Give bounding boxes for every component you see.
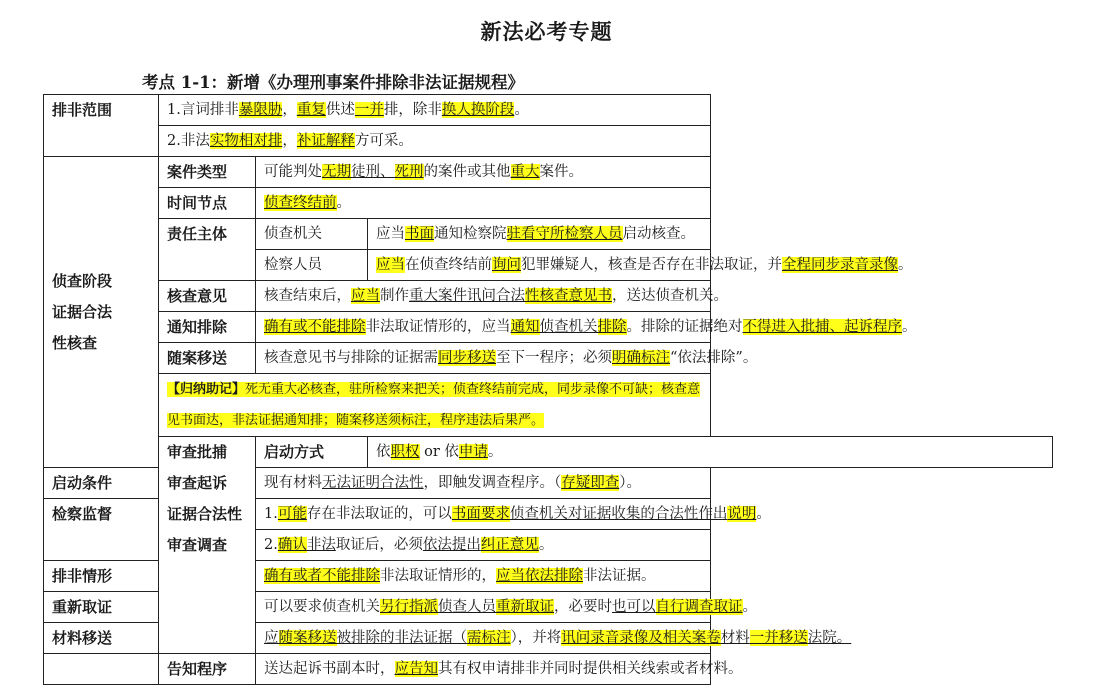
text-segment: 。排除的证据绝对 bbox=[626, 319, 743, 335]
text-segment: 制作 bbox=[380, 288, 409, 304]
text-segment: 方可采。 bbox=[354, 133, 413, 149]
text-segment: 也可以 bbox=[612, 599, 656, 615]
start-method-text bbox=[368, 437, 1053, 468]
text-segment: 犯罪嫌疑人，核查是否存在非法取证，并 bbox=[521, 257, 782, 273]
text-segment: 无法证明合法性 bbox=[322, 475, 424, 491]
text-segment: or 依 bbox=[419, 444, 459, 460]
text-segment: 非法 bbox=[306, 537, 336, 553]
text-segment: 排，除非 bbox=[383, 102, 442, 118]
text-segment: 至下一程序；必须 bbox=[496, 350, 612, 366]
text-segment: 。 bbox=[538, 537, 554, 553]
table-row bbox=[44, 654, 1053, 685]
text-segment: 确认 bbox=[277, 537, 307, 553]
text-segment: 核查意见书与排除的证据需 bbox=[264, 350, 438, 366]
text-segment: 审查批捕 bbox=[167, 443, 228, 461]
text-segment: 应当 bbox=[351, 288, 380, 304]
text-segment: 材料 bbox=[720, 630, 750, 646]
row-label-inform: 告知程序 bbox=[159, 654, 256, 685]
section-label-review bbox=[159, 437, 256, 654]
table-row bbox=[44, 188, 1053, 219]
text-segment: 纠正意见 bbox=[480, 537, 539, 553]
row-label-transfer: 随案移送 bbox=[159, 343, 256, 374]
text-segment: 书面要求 bbox=[451, 506, 510, 522]
text-segment: 可以要求侦查机关 bbox=[264, 599, 380, 615]
text-segment: 应当 bbox=[376, 257, 405, 273]
start-condition-text bbox=[256, 468, 711, 499]
row-label-supervision: 检察监督 bbox=[44, 499, 159, 561]
text-segment: ，即触发调查程序。（ bbox=[423, 475, 562, 491]
text-segment: 明确标注 bbox=[612, 350, 670, 366]
text-segment: 可能判处 bbox=[264, 164, 322, 180]
time-node-text bbox=[256, 188, 711, 219]
text-segment: 可能 bbox=[277, 506, 307, 522]
text-segment: 被排除的非法证据（ bbox=[336, 630, 467, 646]
text-segment: 书面 bbox=[405, 226, 434, 242]
text-segment: 取证后，必须 bbox=[335, 537, 423, 553]
inform-text bbox=[256, 654, 743, 685]
text-segment: 重新取证 bbox=[496, 599, 554, 615]
row-label-time-node: 时间节点 bbox=[159, 188, 256, 219]
text-segment: 需标注 bbox=[467, 630, 511, 646]
text-segment: 侦查机关对证据收集的合法性作出 bbox=[509, 506, 728, 522]
text-segment: 案件。 bbox=[539, 164, 583, 180]
text-segment: 说明 bbox=[727, 506, 757, 522]
opinion-text bbox=[256, 281, 728, 312]
text-segment: 徒刑、 bbox=[351, 164, 395, 180]
text-segment: 侦查机关 bbox=[539, 319, 598, 335]
subject-prosecutor-text bbox=[368, 250, 913, 281]
section-subtitle: 考点 1-1：新增《办理刑事案件排除非法证据规程》 bbox=[142, 73, 525, 92]
text-segment: 供述 bbox=[325, 102, 355, 118]
text-segment: 性核查 bbox=[52, 333, 98, 352]
document-title: 新法必考专题 bbox=[480, 19, 613, 44]
text-segment: 1.言词排非 bbox=[167, 102, 239, 118]
text-segment: 。 bbox=[487, 444, 503, 460]
scope-line-2 bbox=[159, 126, 711, 157]
text-segment: 。 bbox=[742, 599, 757, 615]
text-segment: 无期 bbox=[322, 164, 351, 180]
text-segment: 重大案件讯问合法 bbox=[409, 288, 525, 304]
text-segment: 重大 bbox=[510, 164, 540, 180]
text-segment: 重复 bbox=[296, 102, 326, 118]
text-segment: 非法取证情形的，应当 bbox=[365, 319, 511, 335]
text-segment: 全程同步录音录像 bbox=[782, 257, 898, 273]
text-segment: 另行指派 bbox=[380, 599, 438, 615]
text-segment: 自行调查取证 bbox=[655, 599, 743, 615]
text-segment: 非法证据。 bbox=[583, 568, 656, 584]
exclusion-text bbox=[256, 561, 711, 592]
table-row bbox=[44, 157, 1053, 188]
text-segment: 审查调查 bbox=[167, 536, 228, 554]
text-segment: 。 bbox=[514, 102, 529, 118]
table-row bbox=[44, 343, 1053, 374]
section-label-trial bbox=[44, 654, 159, 685]
text-segment: 【归纳助记】 bbox=[167, 382, 246, 397]
text-segment: ， bbox=[282, 102, 297, 118]
text-segment: ），并将 bbox=[510, 630, 562, 646]
section-label-scope: 排非范围 bbox=[44, 95, 159, 157]
text-segment: 法院。 bbox=[807, 630, 852, 646]
text-segment: 补证解释 bbox=[296, 133, 355, 149]
text-segment: 存疑即查 bbox=[561, 475, 620, 491]
text-segment: 证据合法性 bbox=[167, 505, 243, 523]
text-segment: 一并 bbox=[354, 102, 384, 118]
section-label-investigation bbox=[44, 157, 159, 468]
row-label-material: 材料移送 bbox=[44, 623, 159, 654]
text-segment: 依 bbox=[376, 444, 391, 460]
text-segment: 通知检察院 bbox=[434, 226, 507, 242]
row-label-opinion: 核查意见 bbox=[159, 281, 256, 312]
transfer-text bbox=[256, 343, 758, 374]
scope-line-1 bbox=[159, 95, 711, 126]
text-segment: 送达起诉书副本时， bbox=[264, 661, 395, 677]
text-segment: 核查结束后， bbox=[264, 288, 351, 304]
text-segment: 依法提出 bbox=[422, 537, 481, 553]
text-segment: 1. bbox=[264, 506, 278, 522]
text-segment: 2.非法 bbox=[167, 133, 210, 149]
text-segment: 应当 bbox=[376, 226, 405, 242]
case-type-text bbox=[256, 157, 711, 188]
text-segment: 通知 bbox=[510, 319, 540, 335]
text-segment: ）。 bbox=[619, 475, 641, 491]
text-segment: 现有材料 bbox=[264, 475, 322, 491]
supervision-line-2 bbox=[256, 530, 711, 561]
row-label-exclusion: 排非情形 bbox=[44, 561, 159, 592]
row-label-notice: 通知排除 bbox=[159, 312, 256, 343]
text-segment: 启动核查。 bbox=[622, 226, 695, 242]
subject-prosecutor-label: 检察人员 bbox=[256, 250, 368, 281]
text-segment: 暴限胁 bbox=[238, 102, 283, 118]
table-row bbox=[44, 312, 1053, 343]
text-segment: 其有权申请排非并同时提供相关线索或者材料。 bbox=[438, 661, 743, 677]
row-label-retake: 重新取证 bbox=[44, 592, 159, 623]
text-segment: 确有或者不能排除 bbox=[264, 568, 380, 584]
table-row bbox=[44, 281, 1053, 312]
notice-text bbox=[256, 312, 917, 343]
text-segment: 证据合法 bbox=[52, 302, 113, 321]
text-segment: 死无重大必核查，驻所检察来把关；侦查终结前完成，同步录像不可缺；核查意见书面达，非法证据通知排；随案移送须标注，程序违法后果严。 bbox=[167, 382, 701, 428]
text-segment: 审查起诉 bbox=[167, 474, 228, 492]
table-row bbox=[44, 219, 1053, 250]
text-segment: 应当依法排除 bbox=[496, 568, 583, 584]
row-label-subject: 责任主体 bbox=[159, 219, 256, 281]
text-segment: 换人换阶段 bbox=[441, 102, 515, 118]
text-segment: 。 bbox=[756, 506, 771, 522]
text-segment: 侦查终结前 bbox=[264, 195, 337, 211]
text-segment: 排除 bbox=[597, 319, 627, 335]
text-segment: “依法排除”。 bbox=[670, 350, 758, 366]
text-segment: 。 bbox=[898, 257, 913, 273]
text-segment: 询问 bbox=[492, 257, 521, 273]
text-segment: 应 bbox=[264, 630, 279, 646]
table-row bbox=[44, 126, 1053, 157]
text-segment: 死刑 bbox=[394, 164, 424, 180]
memory-aid bbox=[159, 374, 711, 437]
text-segment: 性核查意见书 bbox=[525, 288, 612, 304]
text-segment: 。 bbox=[336, 195, 351, 211]
text-segment: 申请 bbox=[458, 444, 488, 460]
text-segment: 一并移送 bbox=[749, 630, 808, 646]
text-segment: 应告知 bbox=[394, 661, 438, 677]
text-segment: ，必要时 bbox=[554, 599, 612, 615]
text-segment: 侦查人员 bbox=[438, 599, 496, 615]
text-segment: 不得进入批捕、起诉程序 bbox=[742, 319, 902, 335]
row-label-case-type: 案件类型 bbox=[159, 157, 256, 188]
text-segment: 。 bbox=[902, 319, 917, 335]
text-segment: 职权 bbox=[390, 444, 420, 460]
material-text bbox=[256, 623, 852, 654]
text-segment: 同步移送 bbox=[438, 350, 496, 366]
text-segment: 的案件或其他 bbox=[423, 164, 511, 180]
text-segment: ， bbox=[282, 133, 297, 149]
subject-investigator-text bbox=[368, 219, 711, 250]
text-segment: 2. bbox=[264, 537, 278, 553]
rules-table bbox=[43, 94, 1053, 685]
text-segment: 驻看守所检察人员 bbox=[506, 226, 623, 242]
text-segment: 在侦查终结前 bbox=[405, 257, 492, 273]
subject-investigator-label: 侦查机关 bbox=[256, 219, 368, 250]
row-label-start-condition: 启动条件 bbox=[44, 468, 159, 499]
text-segment: ，送达侦查机关。 bbox=[612, 288, 728, 304]
text-segment: 确有或不能排除 bbox=[264, 319, 366, 335]
text-segment: 存在非法取证的，可以 bbox=[306, 506, 452, 522]
table-row bbox=[44, 95, 1053, 126]
text-segment: 侦查阶段 bbox=[52, 271, 113, 290]
text-segment: 实物相对排 bbox=[209, 133, 283, 149]
supervision-line-1 bbox=[256, 499, 771, 530]
retake-text bbox=[256, 592, 757, 623]
row-label-start-method: 启动方式 bbox=[256, 437, 368, 468]
text-segment: 随案移送 bbox=[278, 630, 337, 646]
table-row bbox=[44, 437, 1053, 468]
table-row bbox=[44, 374, 1053, 437]
text-segment: 非法取证情形的， bbox=[380, 568, 496, 584]
text-segment: 讯问录音录像及相关案卷 bbox=[561, 630, 721, 646]
